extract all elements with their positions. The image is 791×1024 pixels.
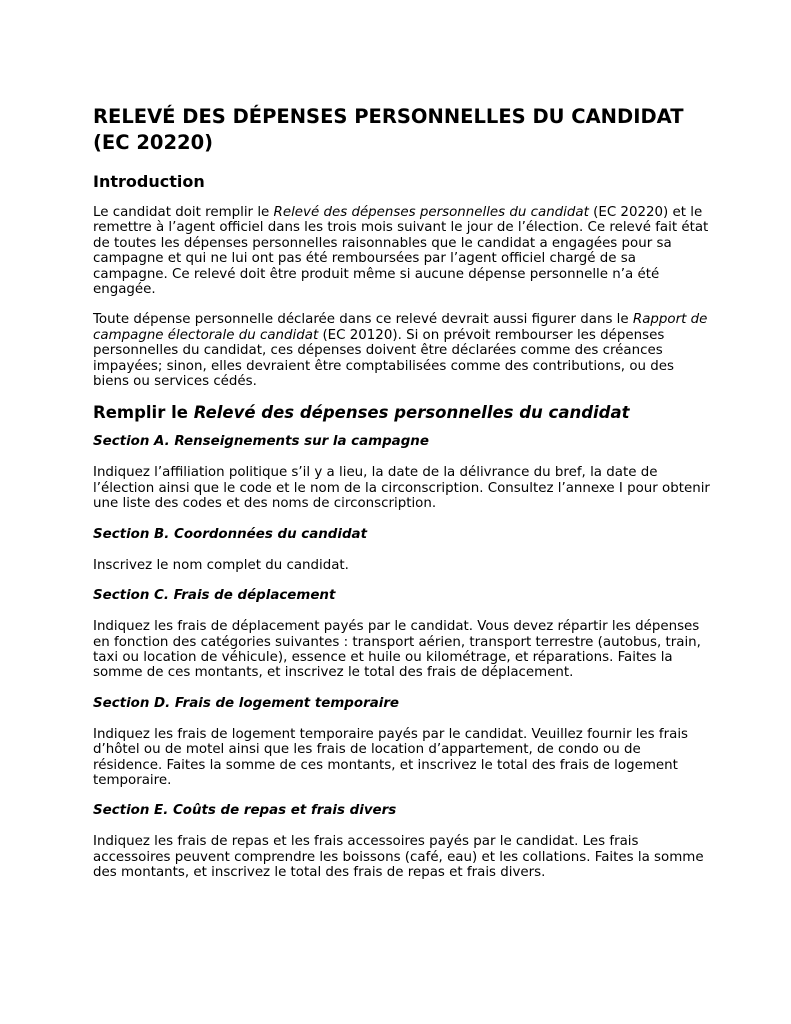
intro-paragraph-2 [93, 312, 711, 389]
intro-p1-form-title: Relevé des dépenses personnelles du candidat [273, 205, 589, 220]
section-c-title: Section C. Frais de déplacement [93, 588, 336, 604]
remplir-heading-italic: Relevé des dépenses personnelles du candidat [193, 403, 630, 423]
section-e-title: Section E. Coûts de repas et frais divers [93, 803, 397, 819]
section-a-body: Indiquez l’affiliation politique s’il y a lieu, la date de la délivrance du bref, la date de l’élection ainsi que le code et le nom de la circonscription. Consultez l’annexe I pour obtenir une liste des codes et des noms de circonscription. [93, 465, 710, 512]
section-c-body: Indiquez les frais de déplacement payés par le candidat. Vous devez répartir les dépenses en fonction des catégories suivantes : transport aérien, transport terrestre (autobus, train, taxi ou location de véhicule), essence et huile ou kilométrage, et réparations. Faites la somme de ces montants, et inscrivez le total des frais de déplacement. [93, 619, 701, 681]
section-b-title: Section B. Coordonnées du candidat [93, 526, 367, 542]
remplir-heading-plain: Remplir le [93, 403, 194, 423]
section-b-body: Inscrivez le nom complet du candidat. [93, 557, 349, 573]
intro-p2-text-a: Toute dépense personnelle déclarée dans ce relevé devrait aussi figurer dans le [93, 312, 633, 328]
intro-p1-text-a: Le candidat doit remplir le [93, 205, 274, 220]
intro-heading: Introduction [93, 172, 205, 191]
section-e-body: Indiquez les frais de repas et les frais accessoires payés par le candidat. Les frais accessoires peuvent comprendre les boissons (café, eau) et les collations. Faites la somme des montants, et inscrivez le total des frais de repas et frais divers. [93, 834, 704, 881]
intro-p2-text-b: (EC 20120). Si on prévoit rembourser les dépenses personnelles du candidat, ces dépenses doivent être déclarées comme des créances impayées; sinon, elles devraient être comptabilisées comme des contributions, ou des biens ou services cédés. [93, 327, 674, 390]
section-d-body: Indiquez les frais de logement temporaire payés par le candidat. Veuillez fournir les frais d’hôtel ou de motel ainsi que les frais de location d’appartement, de condo ou de résidence. Faites la somme de ces montants, et inscrivez le total des frais de logement temporaire. [93, 726, 689, 788]
section-d-title: Section D. Frais de logement temporaire [93, 695, 400, 711]
remplir-heading [93, 402, 711, 424]
section-a-title: Section A. Renseignements sur la campagne [93, 434, 429, 450]
intro-p1-text-b: (EC 20220) et le remettre à l’agent officiel dans les trois mois suivant le jour de l’élection. Ce relevé fait état de toutes les dépenses personnelles raisonnables que le candidat a engagées pour sa campagne et qui ne lui ont pas été remboursées par l’agent officiel chargé de sa campagne. Ce relevé doit être produit même si aucune dépense personnelle n’a été engagée. [93, 205, 709, 298]
intro-paragraph-1 [93, 205, 711, 297]
intro-p2-report-title: Rapport de campagne électorale du candidat [93, 312, 708, 343]
document-title: RELEVÉ DES DÉPENSES PERSONNELLES DU CANDIDAT (EC 20220) [93, 105, 684, 154]
